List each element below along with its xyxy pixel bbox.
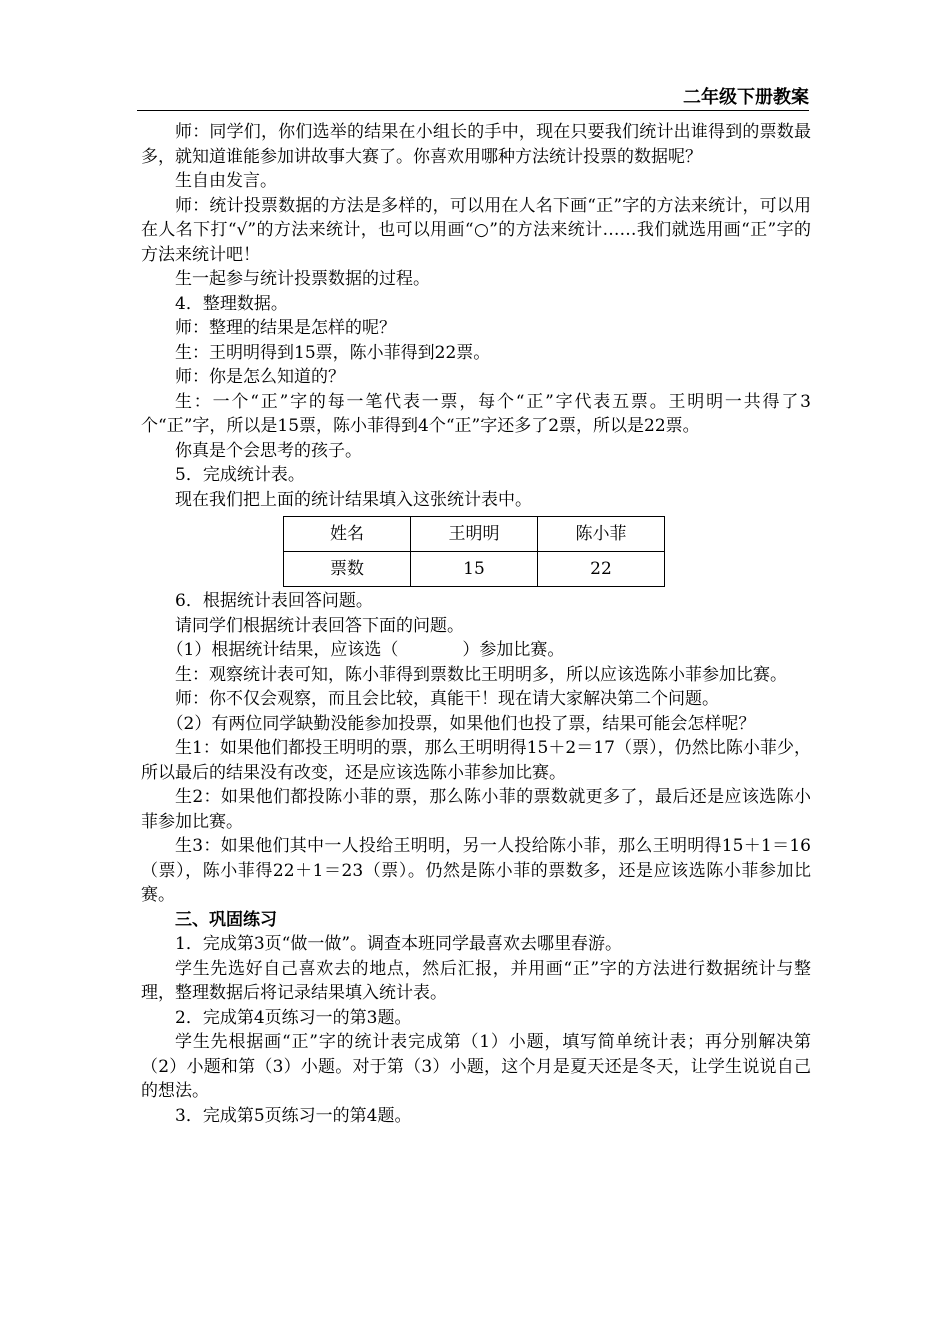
table-cell: 15: [411, 552, 538, 587]
paragraph: 学生先选好自己喜欢去的地点，然后汇报，并用画“正”字的方法进行数据统计与整理，整理数据后将记录结果填入统计表。: [141, 958, 811, 1003]
exercise-item: 1．完成第3页“做一做”。调查本班同学最喜欢去哪里春游。: [175, 934, 623, 954]
table-cell: 票数: [284, 552, 411, 587]
paragraph: 生1：如果他们都投王明明的票，那么王明明得15＋2＝17（票），仍然比陈小菲少，所以最后的结果没有改变，还是应该选陈小菲参加比赛。: [141, 738, 811, 783]
paragraph: 师：同学们，你们选举的结果在小组长的手中，现在只要我们统计出谁得到的票数最多，就知道谁能参加讲故事大赛了。你喜欢用哪种方法统计投票的数据呢？: [141, 122, 811, 167]
paragraph: 你真是个会思考的孩子。: [175, 440, 362, 461]
paragraph: 现在我们把上面的统计结果填入这张统计表中。: [175, 489, 532, 510]
header-rule: [137, 110, 809, 111]
paragraph: 师：你不仅会观察，而且会比较，真能干！现在请大家解决第二个问题。: [175, 689, 719, 709]
paragraph: 师：你是怎么知道的？: [175, 367, 345, 387]
table-cell: 陈小菲: [538, 517, 665, 552]
table-cell: 王明明: [411, 517, 538, 552]
exercise-item: 2．完成第4页练习一的第3题。: [175, 1007, 412, 1028]
paragraph: 生：观察统计表可知，陈小菲得到票数比王明明多，所以应该选陈小菲参加比赛。: [175, 664, 787, 685]
question-2: （2）有两位同学缺勤没能参加投票，如果他们也投了票，结果可能会怎样呢？: [166, 713, 756, 734]
exercise-item: 3．完成第5页练习一的第4题。: [175, 1105, 412, 1126]
paragraph: 师：整理的结果是怎样的呢？: [175, 318, 396, 338]
question-1-before: （1）根据统计结果，应该选（: [166, 640, 399, 660]
paragraph: 生自由发言。: [175, 171, 277, 191]
paragraph: 生2：如果他们都投陈小菲的票，那么陈小菲的票数就更多了，最后还是应该选陈小菲参加比赛。: [141, 787, 811, 832]
paragraph: 请同学们根据统计表回答下面的问题。: [175, 615, 464, 636]
step-heading: 5．完成统计表。: [175, 465, 305, 485]
paragraph: 生一起参与统计投票数据的过程。: [175, 269, 430, 289]
table-row: [284, 552, 665, 587]
question-1: [141, 638, 811, 663]
table-header-row: [284, 517, 665, 552]
paragraph: 生3：如果他们其中一人投给王明明，另一人投给陈小菲，那么王明明得15＋1＝16（票），陈小菲得22＋1＝23（票）。仍然是陈小菲的票数多，还是应该选陈小菲参加比赛。: [141, 836, 811, 905]
table-cell: 22: [538, 552, 665, 587]
paragraph: 生：王明明得到15票，陈小菲得到22票。: [175, 342, 491, 363]
step-heading: 6．根据统计表回答问题。: [175, 591, 373, 611]
step-heading: 4．整理数据。: [175, 293, 288, 314]
table-cell: 姓名: [284, 517, 411, 552]
paragraph: 师：统计投票数据的方法是多样的，可以用在人名下画“正”字的方法来统计，可以用在人名下打“√”的方法来统计，也可以用画“○”的方法来统计……我们就选用画“正”字的方法来统计吧！: [141, 195, 811, 265]
lesson-body: [141, 120, 811, 1128]
paragraph: 学生先根据画“正”字的统计表完成第（1）小题，填写简单统计表；再分别解决第（2）小题和第（3）小题。对于第（3）小题，这个月是夏天还是冬天，让学生说说自己的想法。: [141, 1032, 811, 1101]
vote-statistics-table: [283, 516, 665, 587]
header-title: 二年级下册教案: [683, 87, 809, 108]
paragraph: 生：一个“正”字的每一笔代表一票，每个“正”字代表五票。王明明一共得了3个“正”字，所以是15票，陈小菲得到4个“正”字还多了2票，所以是22票。: [141, 391, 812, 436]
question-1-after: ）参加比赛。: [462, 640, 565, 660]
section-title: 三、巩固练习: [175, 909, 277, 930]
